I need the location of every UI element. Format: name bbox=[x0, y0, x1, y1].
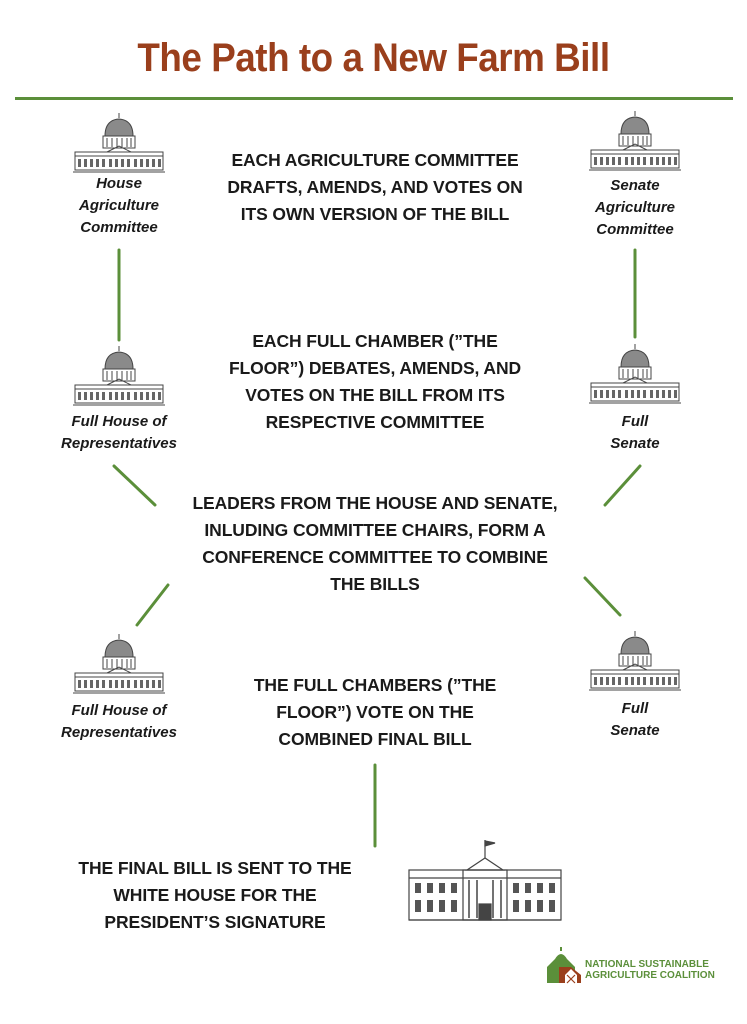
step-line: DRAFTS, AMENDS, AND VOTES ON bbox=[227, 177, 523, 197]
white-house-icon bbox=[405, 838, 565, 924]
caption-line: Senate bbox=[610, 722, 660, 739]
step-line: ITS OWN VERSION OF THE BILL bbox=[240, 204, 510, 224]
capitol-icon bbox=[589, 343, 681, 405]
capitol-icon bbox=[73, 112, 165, 174]
caption-line: Representatives bbox=[61, 435, 177, 452]
full-house-final-capitol-icon bbox=[73, 633, 165, 695]
capitol-icon bbox=[589, 630, 681, 692]
step-line: THE FINAL BILL IS SENT TO THE bbox=[78, 858, 352, 878]
connector-senate-floor-to-conference bbox=[605, 466, 640, 505]
step-line: FLOOR”) DEBATES, AMENDS, AND bbox=[228, 358, 522, 378]
step-line: THE BILLS bbox=[330, 574, 420, 594]
step-line: RESPECTIVE COMMITTEE bbox=[265, 412, 485, 432]
full-house-final-label bbox=[34, 700, 204, 744]
nsac-logo bbox=[545, 945, 735, 985]
step-line: LEADERS FROM THE HOUSE AND SENATE, bbox=[192, 493, 558, 513]
caption-line: Committee bbox=[80, 219, 158, 236]
step-line: EACH AGRICULTURE COMMITTEE bbox=[231, 150, 519, 170]
caption-line: Agriculture bbox=[594, 199, 675, 216]
connector-house-floor-to-conference bbox=[114, 466, 155, 505]
step-3-conference-committee bbox=[150, 490, 600, 598]
step-5-to-white-house bbox=[40, 855, 390, 936]
step-1-committee-drafts bbox=[180, 147, 570, 228]
full-senate-final-capitol-icon bbox=[589, 630, 681, 692]
capitol-icon bbox=[73, 345, 165, 407]
nsac-logo-text bbox=[585, 959, 715, 981]
caption-line: Senate bbox=[610, 177, 660, 194]
step-line: THE FULL CHAMBERS (”THE bbox=[253, 675, 497, 695]
caption-line: Agriculture bbox=[78, 197, 159, 214]
step-line: FLOOR”) VOTE ON THE bbox=[276, 702, 474, 722]
caption-line: Full bbox=[621, 700, 649, 717]
full-senate-final-label bbox=[560, 698, 710, 742]
nsac-barn-capitol-icon bbox=[545, 945, 585, 985]
full-senate-label bbox=[560, 411, 710, 455]
caption-line: House bbox=[96, 175, 142, 192]
caption-line: Senate bbox=[610, 435, 660, 452]
logo-line-2: AGRICULTURE COALITION bbox=[585, 970, 715, 981]
full-senate-capitol-icon bbox=[589, 343, 681, 405]
step-line: EACH FULL CHAMBER (”THE bbox=[252, 331, 498, 351]
step-line: WHITE HOUSE FOR THE bbox=[113, 885, 317, 905]
step-line: CONFERENCE COMMITTEE TO COMBINE bbox=[202, 547, 548, 567]
step-line: VOTES ON THE BILL FROM ITS bbox=[245, 385, 505, 405]
senate-committee-label bbox=[560, 175, 710, 241]
full-house-label bbox=[34, 411, 204, 455]
page-title: The Path to a New Farm Bill bbox=[137, 36, 610, 80]
caption-line: Full bbox=[621, 413, 649, 430]
full-house-capitol-icon bbox=[73, 345, 165, 407]
step-line: COMBINED FINAL BILL bbox=[278, 729, 472, 749]
step-4-final-vote bbox=[190, 672, 560, 753]
caption-line: Representatives bbox=[61, 724, 177, 741]
house-committee-label bbox=[44, 173, 194, 239]
step-2-floor-debate bbox=[180, 328, 570, 436]
capitol-icon bbox=[73, 633, 165, 695]
step-line: PRESIDENT’S SIGNATURE bbox=[104, 912, 326, 932]
caption-line: Full House of bbox=[71, 413, 167, 430]
logo-line-1: NATIONAL SUSTAINABLE bbox=[585, 959, 709, 970]
caption-line: Full House of bbox=[71, 702, 167, 719]
caption-line: Committee bbox=[596, 221, 674, 238]
senate-committee-capitol-icon bbox=[589, 110, 681, 172]
house-committee-capitol-icon bbox=[73, 112, 165, 174]
capitol-icon bbox=[589, 110, 681, 172]
step-line: INLUDING COMMITTEE CHAIRS, FORM A bbox=[204, 520, 546, 540]
